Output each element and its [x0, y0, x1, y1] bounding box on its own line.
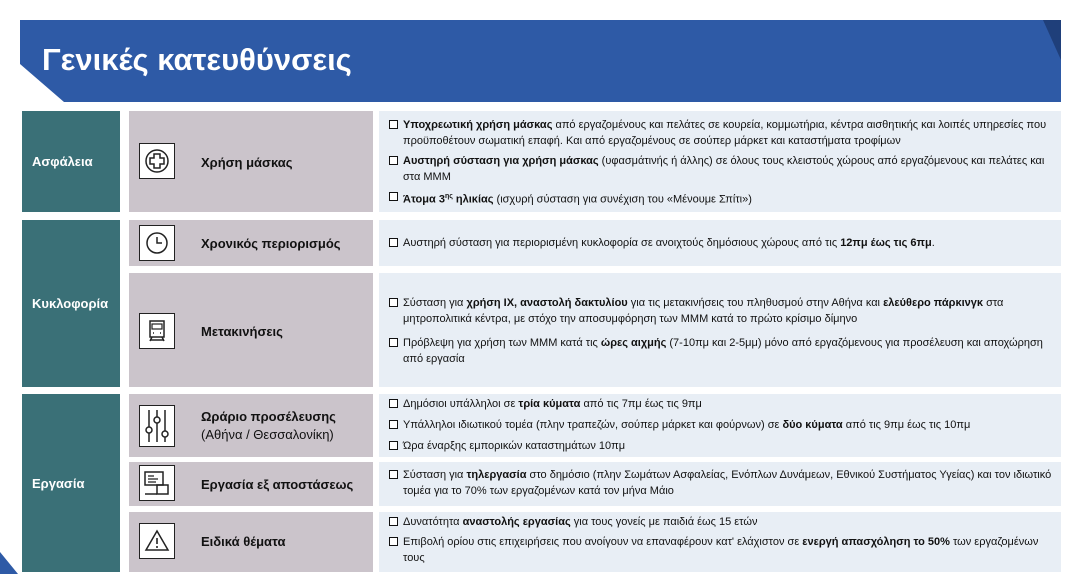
sliders-icon: [139, 405, 175, 447]
clock-icon: [139, 225, 175, 261]
row-transit-details: [379, 273, 1061, 387]
row-time-details: [379, 220, 1061, 266]
corner-decoration: [0, 552, 18, 574]
row-schedule-title: Ωράριο προσέλευσης: [201, 409, 336, 424]
category-traffic: Κυκλοφορία: [22, 220, 120, 387]
list-item: Άτομα $3^{\eta\varsigma}$ ηλικίας (ισχυρή σύσταση για συνέχιση του «Μένουμε Σπίτι»): [389, 189, 1053, 208]
row-time-title: Χρονικός περιορισμός: [201, 236, 341, 251]
row-special-label: [129, 512, 373, 572]
remote-work-icon: [139, 465, 175, 501]
row-transit-label: [129, 273, 373, 387]
list-item: Δυνατότητα αναστολής εργασίας για τους γονείς με παιδιά έως 15 ετών: [389, 514, 1053, 530]
row-remote-details: [379, 462, 1061, 506]
row-remote-label: [129, 462, 373, 506]
row-special-title: Ειδικά θέματα: [201, 534, 286, 549]
list-item: Σύσταση για τηλεργασία στο δημόσιο (πλην Σωμάτων Ασφαλείας, Ενόπλων Δυνάμεων, Εθνικού Συστήματος Υγείας) και τον ιδιωτικό τομέα για το 70% των εργαζομένων κατά τον μήνα Μάιο: [389, 467, 1053, 499]
list-item: Ώρα έναρξης εμπορικών καταστημάτων 10πμ: [389, 438, 1053, 454]
row-schedule-label: [129, 394, 373, 457]
row-schedule-details: [379, 394, 1061, 457]
list-item: Αυστηρή σύσταση για χρήση μάσκας (υφασμάτινής ή άλλης) σε όλους τους κλειστούς χώρους από εργαζόμενους και πελάτες και στα ΜΜΜ: [389, 153, 1053, 185]
list-item: Επιβολή ορίου στις επιχειρήσεις που ανοίγουν να επαναφέρουν κατ' ελάχιστον σε ενεργή απασχόληση το 50% των εργαζομένων τους: [389, 534, 1053, 566]
list-item: Υπάλληλοι ιδιωτικού τομέα (πλην τραπεζών, σούπερ μάρκετ και φούρνων) σε δύο κύματα από τις 9πμ έως τις 10πμ: [389, 417, 1053, 433]
row-mask-label: [129, 111, 373, 212]
row-mask-details: [379, 111, 1061, 212]
row-remote-title: Εργασία εξ αποστάσεως: [201, 477, 354, 492]
row-special-details: [379, 512, 1061, 572]
list-item: Πρόβλεψη για χρήση των ΜΜΜ κατά τις ώρες αιχμής (7-10πμ και 2-5μμ) μόνο από εργαζόμενους για προσέλευση και αποχώρηση από εργασία: [389, 335, 1053, 367]
list-item: Υποχρεωτική χρήση μάσκας από εργαζομένους και πελάτες σε κουρεία, κομμωτήρια, κέντρα αισθητικής και λοιπές υπηρεσίες που προϋποθέτουν σωματική επαφή. Και από εργαζομένους σε σούπερ μάρκετ και καταστήματα τροφίμων: [389, 117, 1053, 149]
list-item: Δημόσιοι υπάλληλοι σε τρία κύματα από τις 7πμ έως τις 9πμ: [389, 396, 1053, 412]
list-item: Σύσταση για χρήση ΙΧ, αναστολή δακτυλίου για τις μετακινήσεις του πληθυσμού στην Αθήνα και ελεύθερο πάρκινγκ στα μητροπολιτικά κέντρα, με στόχο την αποσυμφόρηση των ΜΜΜ κατά το πρώτο κρίσιμο δίμηνο: [389, 295, 1053, 327]
row-mask-title: Χρήση μάσκας: [201, 155, 293, 170]
row-schedule-subtitle: (Αθήνα / Θεσσαλονίκη): [201, 427, 334, 442]
row-transit-title: Μετακινήσεις: [201, 324, 283, 339]
warning-icon: [139, 523, 175, 559]
list-item: Αυστηρή σύσταση για περιορισμένη κυκλοφορία σε ανοιχτούς δημόσιους χώρους από τις 12πμ έως τις 6πμ.: [389, 235, 1053, 251]
row-time-label: [129, 220, 373, 266]
train-icon: [139, 313, 175, 349]
medical-cross-icon: [139, 143, 175, 179]
page-title: Γενικές κατευθύνσεις: [42, 42, 352, 77]
category-safety: Ασφάλεια: [22, 111, 120, 212]
category-work: Εργασία: [22, 394, 120, 572]
